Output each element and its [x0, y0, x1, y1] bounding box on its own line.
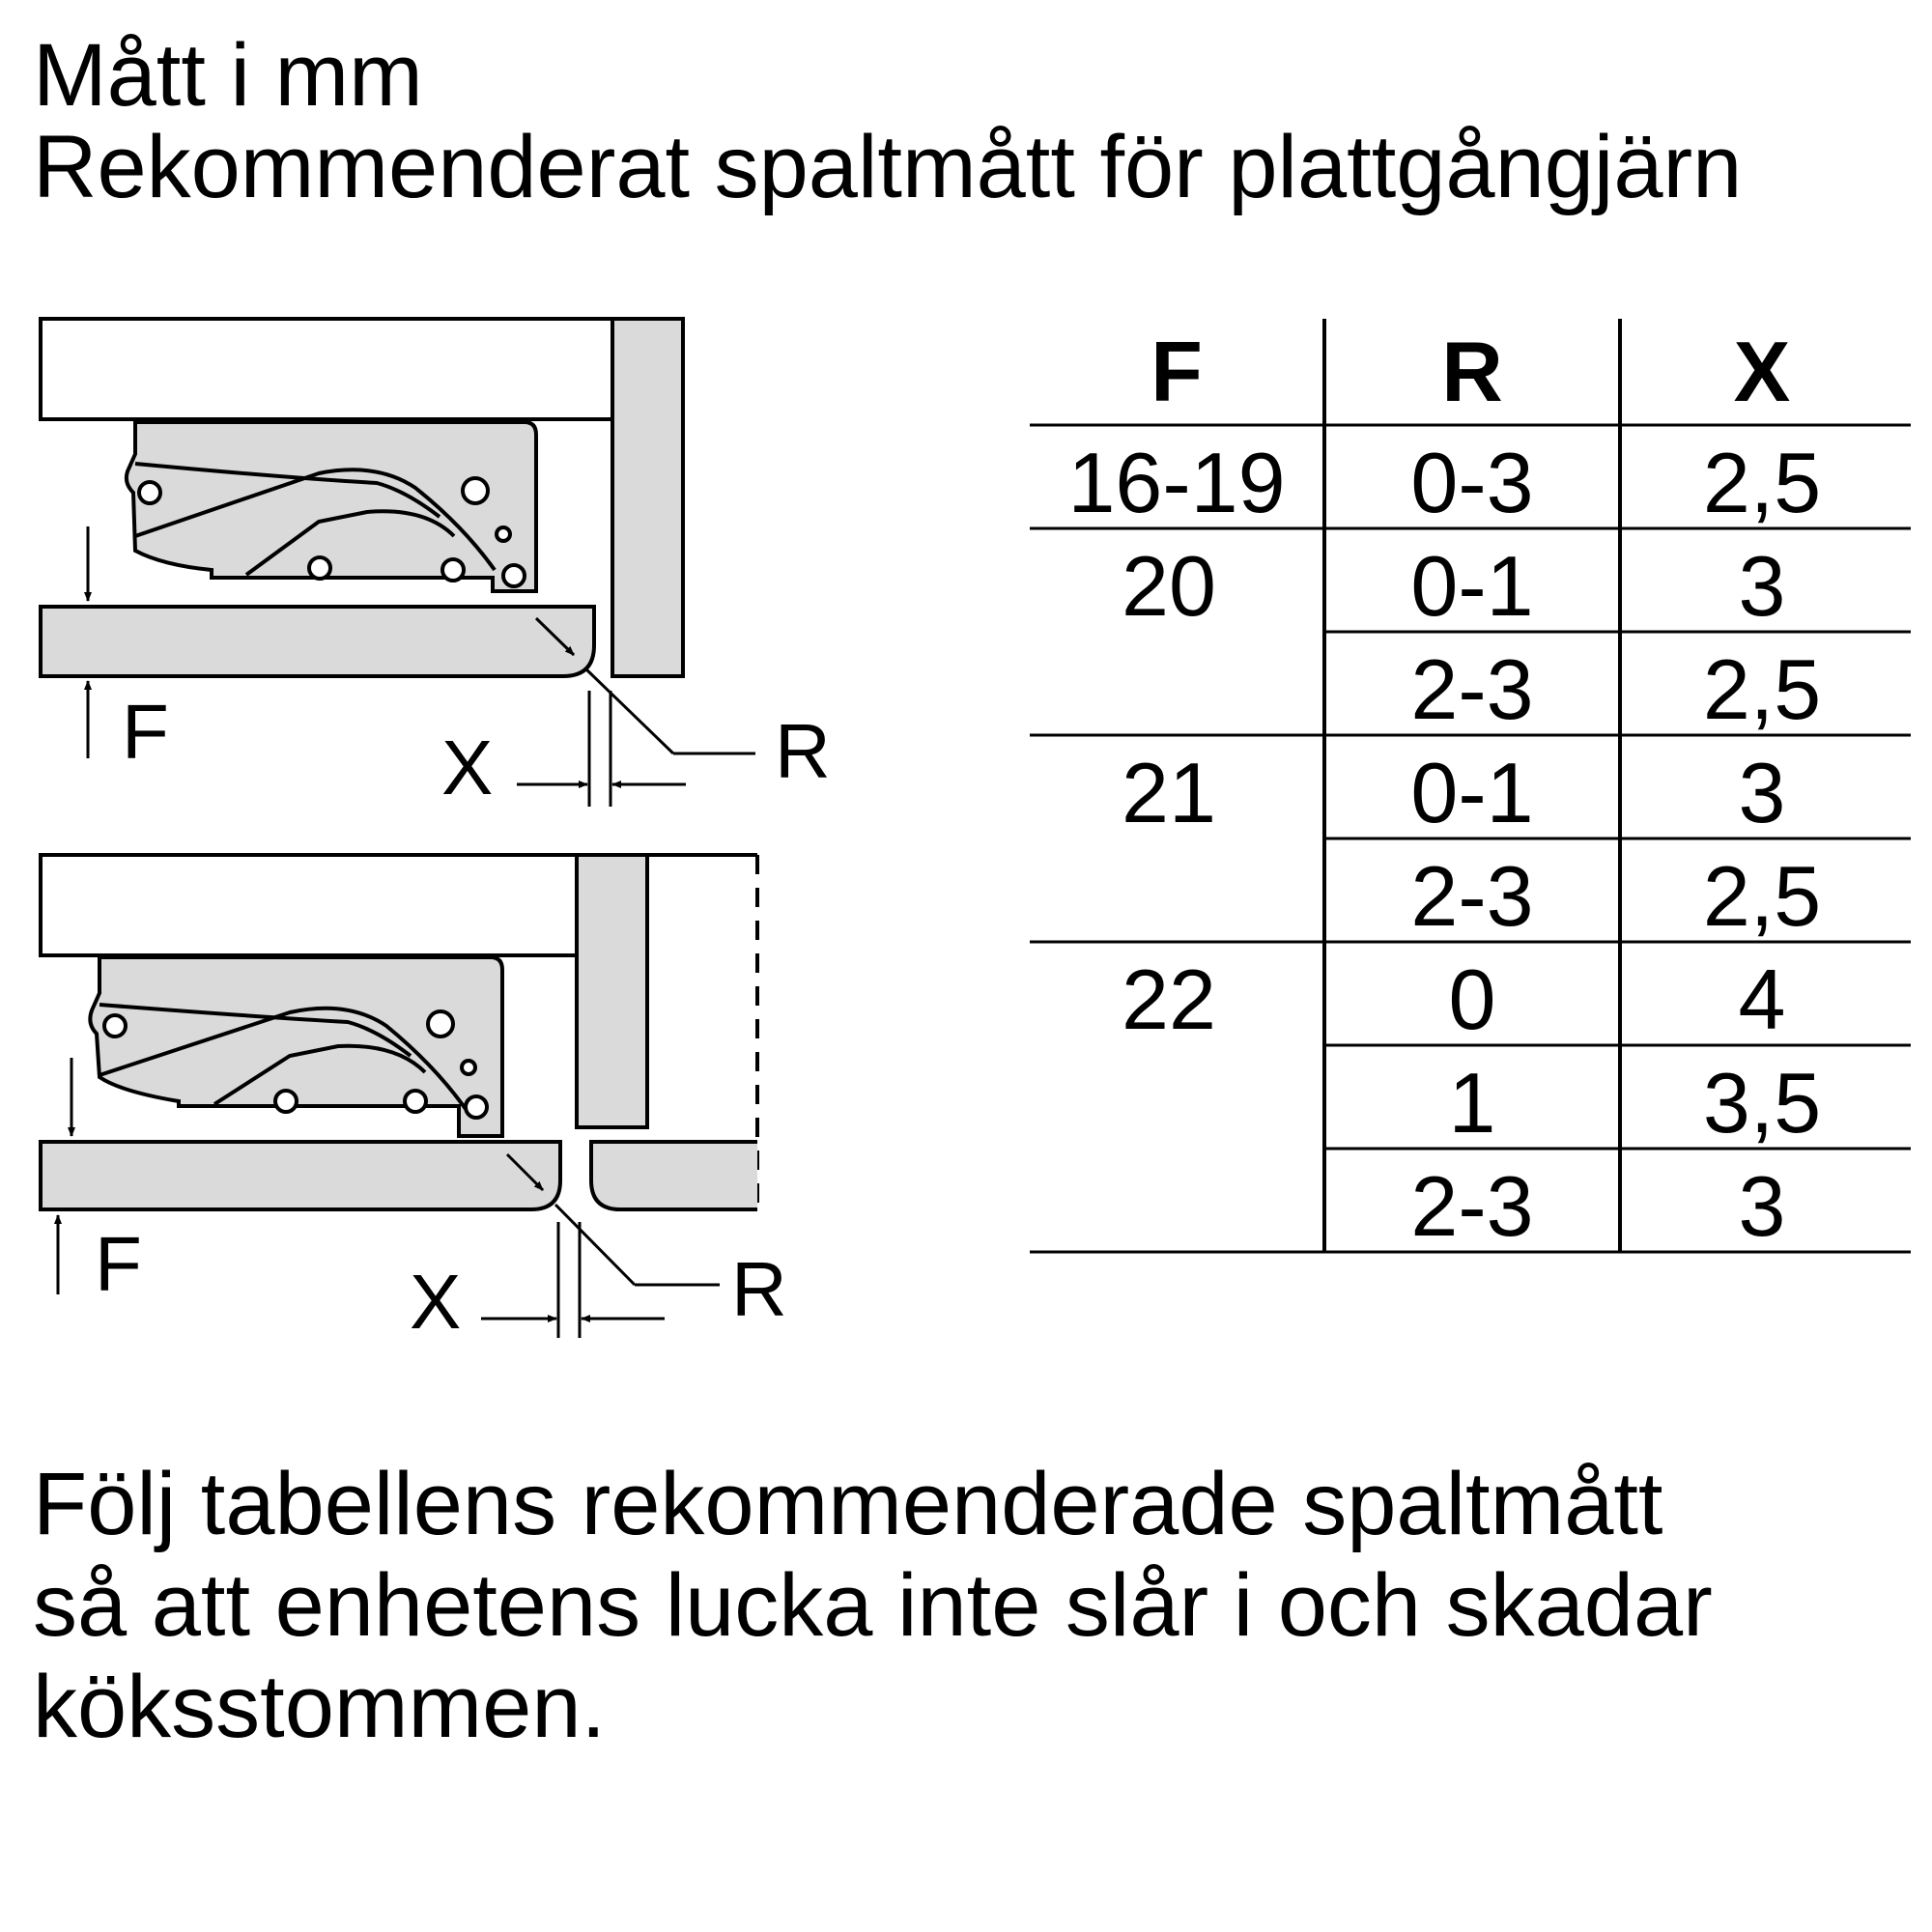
table-cell-x: 4	[1738, 952, 1786, 1047]
table-header-f: F	[1151, 324, 1203, 419]
bottom-screw-hole	[462, 1061, 475, 1074]
table-cell-x: 2,5	[1702, 435, 1822, 530]
table-cell-x: 3	[1738, 745, 1786, 840]
table-cell-f: 22	[1122, 952, 1216, 1047]
table-cell-x: 2,5	[1702, 641, 1822, 737]
top-cabinet-top-panel	[41, 319, 612, 419]
bottom-hinge-drawing	[41, 855, 757, 1209]
bottom-adjacent-door	[591, 1142, 757, 1209]
table-cell-r: 1	[1448, 1055, 1496, 1151]
top-x-label: X	[441, 724, 494, 810]
top-cabinet-side-panel	[612, 319, 683, 676]
instruction-line: köksstommen.	[33, 1658, 607, 1756]
table-cell-x: 3	[1738, 1158, 1786, 1254]
instruction-line: så att enhetens lucka inte slår i och skadar	[33, 1556, 1713, 1655]
table-cell-r: 0	[1448, 952, 1496, 1047]
bottom-door-panel	[41, 1142, 560, 1209]
bottom-screw-hole	[275, 1091, 297, 1112]
bottom-screw-hole	[405, 1091, 426, 1112]
top-door-panel	[41, 607, 594, 676]
instruction-text	[33, 1454, 1713, 1758]
table-cell-r: 2-3	[1410, 641, 1534, 737]
top-screw-hole	[503, 565, 525, 586]
top-screw-hole	[497, 527, 510, 541]
instruction-line: Följ tabellens rekommenderade spaltmått	[33, 1455, 1663, 1553]
table-cell-x: 3	[1738, 538, 1786, 634]
table-cell-r: 0-1	[1410, 538, 1534, 634]
table-cell-f: 21	[1122, 745, 1216, 840]
bottom-screw-hole	[104, 1015, 126, 1037]
gap-table	[1030, 319, 1911, 1254]
bottom-f-label: F	[95, 1221, 142, 1307]
table-header-r: R	[1441, 324, 1503, 419]
bottom-x-label: X	[410, 1259, 462, 1345]
top-screw-hole	[463, 478, 488, 503]
bottom-cabinet-side-panel	[577, 855, 647, 1127]
top-r-label: R	[775, 708, 831, 794]
top-screw-hole	[442, 559, 464, 581]
table-cell-f: 20	[1122, 538, 1216, 634]
bottom-hinge-plate	[90, 957, 502, 1136]
table-cell-r: 2-3	[1410, 848, 1534, 944]
table-cell-r: 0-3	[1410, 435, 1534, 530]
table-cell-x: 3,5	[1702, 1055, 1822, 1151]
top-screw-hole	[139, 482, 160, 503]
bottom-screw-hole	[466, 1096, 487, 1118]
table-header-x: X	[1733, 324, 1791, 419]
bottom-cabinet-top-panel	[41, 855, 577, 955]
top-f-label: F	[122, 689, 169, 775]
top-hinge-drawing	[41, 319, 683, 676]
page-title: Rekommenderat spaltmått för plattgångjärn	[33, 118, 1743, 216]
top-screw-hole	[309, 557, 330, 579]
bottom-screw-hole	[428, 1011, 453, 1037]
table-cell-f: 16-19	[1067, 435, 1286, 530]
table-cell-r: 0-1	[1410, 745, 1534, 840]
table-cell-r: 2-3	[1410, 1158, 1534, 1254]
table-cell-x: 2,5	[1702, 848, 1822, 944]
units-heading: Mått i mm	[33, 26, 423, 125]
bottom-r-label: R	[731, 1246, 787, 1332]
